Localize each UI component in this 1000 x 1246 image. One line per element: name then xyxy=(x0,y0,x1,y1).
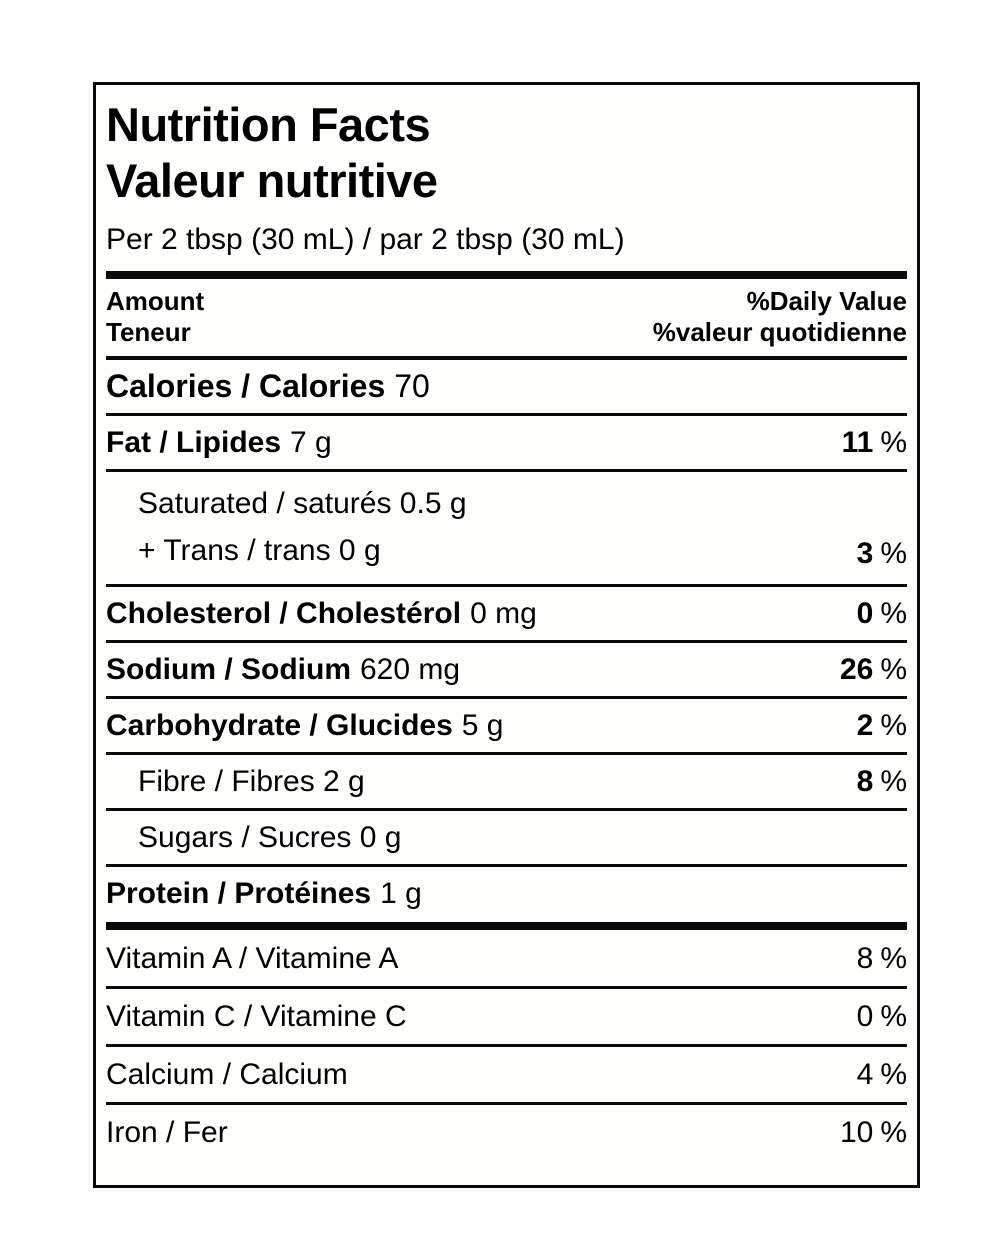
daily-value-header-en: %Daily Value xyxy=(746,286,907,316)
iron-label-cell: Iron / Fer xyxy=(106,1116,228,1149)
cholesterol-dv-number: 0 xyxy=(856,597,874,630)
carbohydrate-daily-value xyxy=(857,709,907,742)
iron-dv-number: 10 xyxy=(839,1116,874,1149)
vitamin-a-dv-unit: % xyxy=(880,942,907,975)
nutrition-facts-label xyxy=(93,82,920,1188)
iron-daily-value xyxy=(840,1116,907,1149)
label-title xyxy=(106,85,907,209)
sodium-name: Sodium / Sodium xyxy=(106,653,351,686)
protein-name: Protein / Protéines xyxy=(106,877,372,910)
sodium-dv-unit: % xyxy=(880,653,907,686)
saturated-trans-daily-value xyxy=(857,534,907,574)
protein-label-cell xyxy=(106,877,422,910)
vitamin-a-dv-number: 8 xyxy=(856,942,874,975)
row-sugars xyxy=(106,811,907,867)
amount-header-en: Amount xyxy=(106,286,205,316)
iron-dv-unit: % xyxy=(880,1116,907,1149)
calcium-daily-value xyxy=(857,1058,907,1091)
calcium-label-cell: Calcium / Calcium xyxy=(106,1058,348,1091)
vitamin-a-daily-value xyxy=(857,942,907,975)
carbohydrate-label-cell xyxy=(106,709,503,742)
carbohydrate-dv-unit: % xyxy=(880,709,907,742)
fibre-label-cell: Fibre / Fibres 2 g xyxy=(138,765,365,798)
sodium-amount: 620 mg xyxy=(360,653,461,686)
fat-label-cell xyxy=(106,426,332,459)
fat-dv-unit: % xyxy=(880,426,907,459)
calcium-dv-number: 4 xyxy=(856,1058,874,1091)
saturated-line: Saturated / saturés 0.5 g xyxy=(138,487,467,520)
fibre-dv-unit: % xyxy=(880,765,907,798)
column-headers xyxy=(106,279,907,360)
vitamin-c-daily-value xyxy=(857,1000,907,1033)
fibre-dv-number: 8 xyxy=(856,765,874,798)
calories-name: Calories / Calories xyxy=(106,368,386,404)
amount-column-header xyxy=(106,286,204,348)
cholesterol-daily-value xyxy=(857,597,907,630)
cholesterol-amount: 0 mg xyxy=(470,597,537,630)
row-vitamin-c xyxy=(106,989,907,1047)
sugars-label-cell: Sugars / Sucres 0 g xyxy=(138,821,402,854)
row-protein xyxy=(106,867,907,930)
carbohydrate-dv-number: 2 xyxy=(856,709,874,742)
cholesterol-dv-unit: % xyxy=(880,597,907,630)
protein-amount: 1 g xyxy=(380,877,422,910)
carbohydrate-amount: 5 g xyxy=(461,709,504,742)
vitamin-c-dv-number: 0 xyxy=(856,1000,874,1033)
cholesterol-label-cell xyxy=(106,597,537,630)
row-iron xyxy=(106,1105,907,1160)
sodium-label-cell xyxy=(106,653,460,686)
fibre-daily-value xyxy=(857,765,907,798)
row-fibre xyxy=(106,755,907,811)
row-calories xyxy=(106,360,907,416)
title-french: Valeur nutritive xyxy=(106,154,438,207)
fat-name: Fat / Lipides xyxy=(106,426,282,459)
calcium-dv-unit: % xyxy=(880,1058,907,1091)
calories-label-cell xyxy=(106,369,430,403)
daily-value-column-header xyxy=(653,286,907,348)
vitamin-a-label-cell: Vitamin A / Vitamine A xyxy=(106,942,399,975)
row-cholesterol xyxy=(106,587,907,643)
row-saturated-trans xyxy=(106,472,907,587)
row-fat xyxy=(106,416,907,472)
row-vitamin-a xyxy=(106,930,907,989)
saturated-trans-dv-unit: % xyxy=(880,537,907,570)
vitamin-c-label-cell: Vitamin C / Vitamine C xyxy=(106,1000,407,1033)
vitamin-c-dv-unit: % xyxy=(880,1000,907,1033)
sodium-dv-number: 26 xyxy=(839,653,874,686)
carbohydrate-name: Carbohydrate / Glucides xyxy=(106,709,453,742)
amount-header-fr: Teneur xyxy=(106,317,191,347)
fat-amount: 7 g xyxy=(290,426,332,459)
calories-value: 70 xyxy=(394,368,430,404)
trans-line: + Trans / trans 0 g xyxy=(138,534,381,567)
fat-dv-number: 11 xyxy=(841,426,874,459)
row-calcium xyxy=(106,1047,907,1105)
row-sodium xyxy=(106,643,907,699)
row-carbohydrate xyxy=(106,699,907,755)
fat-daily-value xyxy=(842,426,907,459)
daily-value-header-fr: %valeur quotidienne xyxy=(652,317,907,347)
saturated-trans-label-cell xyxy=(106,480,467,574)
saturated-trans-dv-number: 3 xyxy=(856,537,874,570)
sodium-daily-value xyxy=(840,653,907,686)
title-english: Nutrition Facts xyxy=(106,98,431,151)
cholesterol-name: Cholesterol / Cholestérol xyxy=(106,597,462,630)
serving-size: Per 2 tbsp (30 mL) / par 2 tbsp (30 mL) xyxy=(106,223,907,279)
